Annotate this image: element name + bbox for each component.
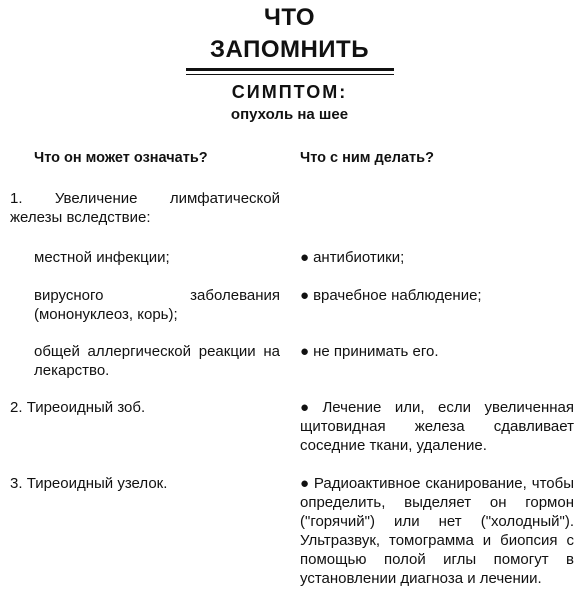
bullet-icon: ● (300, 249, 310, 266)
row-1c-action-text: не принимать его. (313, 343, 439, 360)
row-2-number: 2. (10, 399, 23, 416)
row-3-text: Тиреоидный узелок. (26, 475, 168, 492)
column-header-action: Что с ним делать? (300, 150, 434, 166)
symptom-name: опухоль на шее (230, 106, 349, 123)
bullet-icon: ● (300, 343, 310, 360)
row-1b-cause: вирусного заболевания (мононуклеоз, корь); (34, 287, 280, 323)
row-1c-action (300, 342, 574, 361)
row-1c-cause: общей аллергической реакции на лекарство. (34, 343, 280, 379)
row-1-number: 1. (10, 190, 23, 207)
row-3-action-text: Радиоактивное сканирование, чтобы определить, выделяет он гормон ("горячий") или нет ("холодный"). Ультразвук, томограмма и биопсия с помощью полой иглы помогут в установлении диагноза и лечении. (300, 475, 574, 587)
title-rule-thin (186, 74, 394, 75)
row-3-action (300, 474, 574, 588)
bullet-icon: ● (300, 475, 310, 492)
title-line-1: ЧТО (263, 4, 316, 31)
row-2-action-text: Лечение или, если увеличенная щитовидная железа сдавливает соседние ткани, удаление. (300, 399, 574, 454)
symptom-label: СИМПТОМ: (231, 82, 348, 102)
row-1a-action-text: антибиотики; (313, 249, 405, 266)
row-3-number: 3. (10, 475, 23, 492)
column-header-meaning: Что он может означать? (34, 150, 208, 166)
bullet-icon: ● (300, 399, 319, 416)
row-1-cause (10, 189, 280, 227)
row-2-cause (10, 398, 280, 417)
row-1b-action (300, 286, 574, 305)
title-rule-thick (186, 68, 394, 71)
title-line-2: ЗАПОМНИТЬ (210, 36, 369, 63)
row-2-action (300, 398, 574, 455)
row-1-text: Увеличение лимфатической железы вследствие: (10, 190, 281, 226)
row-3-cause (10, 474, 280, 493)
bullet-icon: ● (300, 287, 310, 304)
row-2-text: Тиреоидный зоб. (26, 399, 146, 416)
row-1b-action-text: врачебное наблюдение; (313, 287, 482, 304)
row-1a-action (300, 248, 574, 267)
row-1a-cause: местной инфекции; (34, 249, 170, 266)
